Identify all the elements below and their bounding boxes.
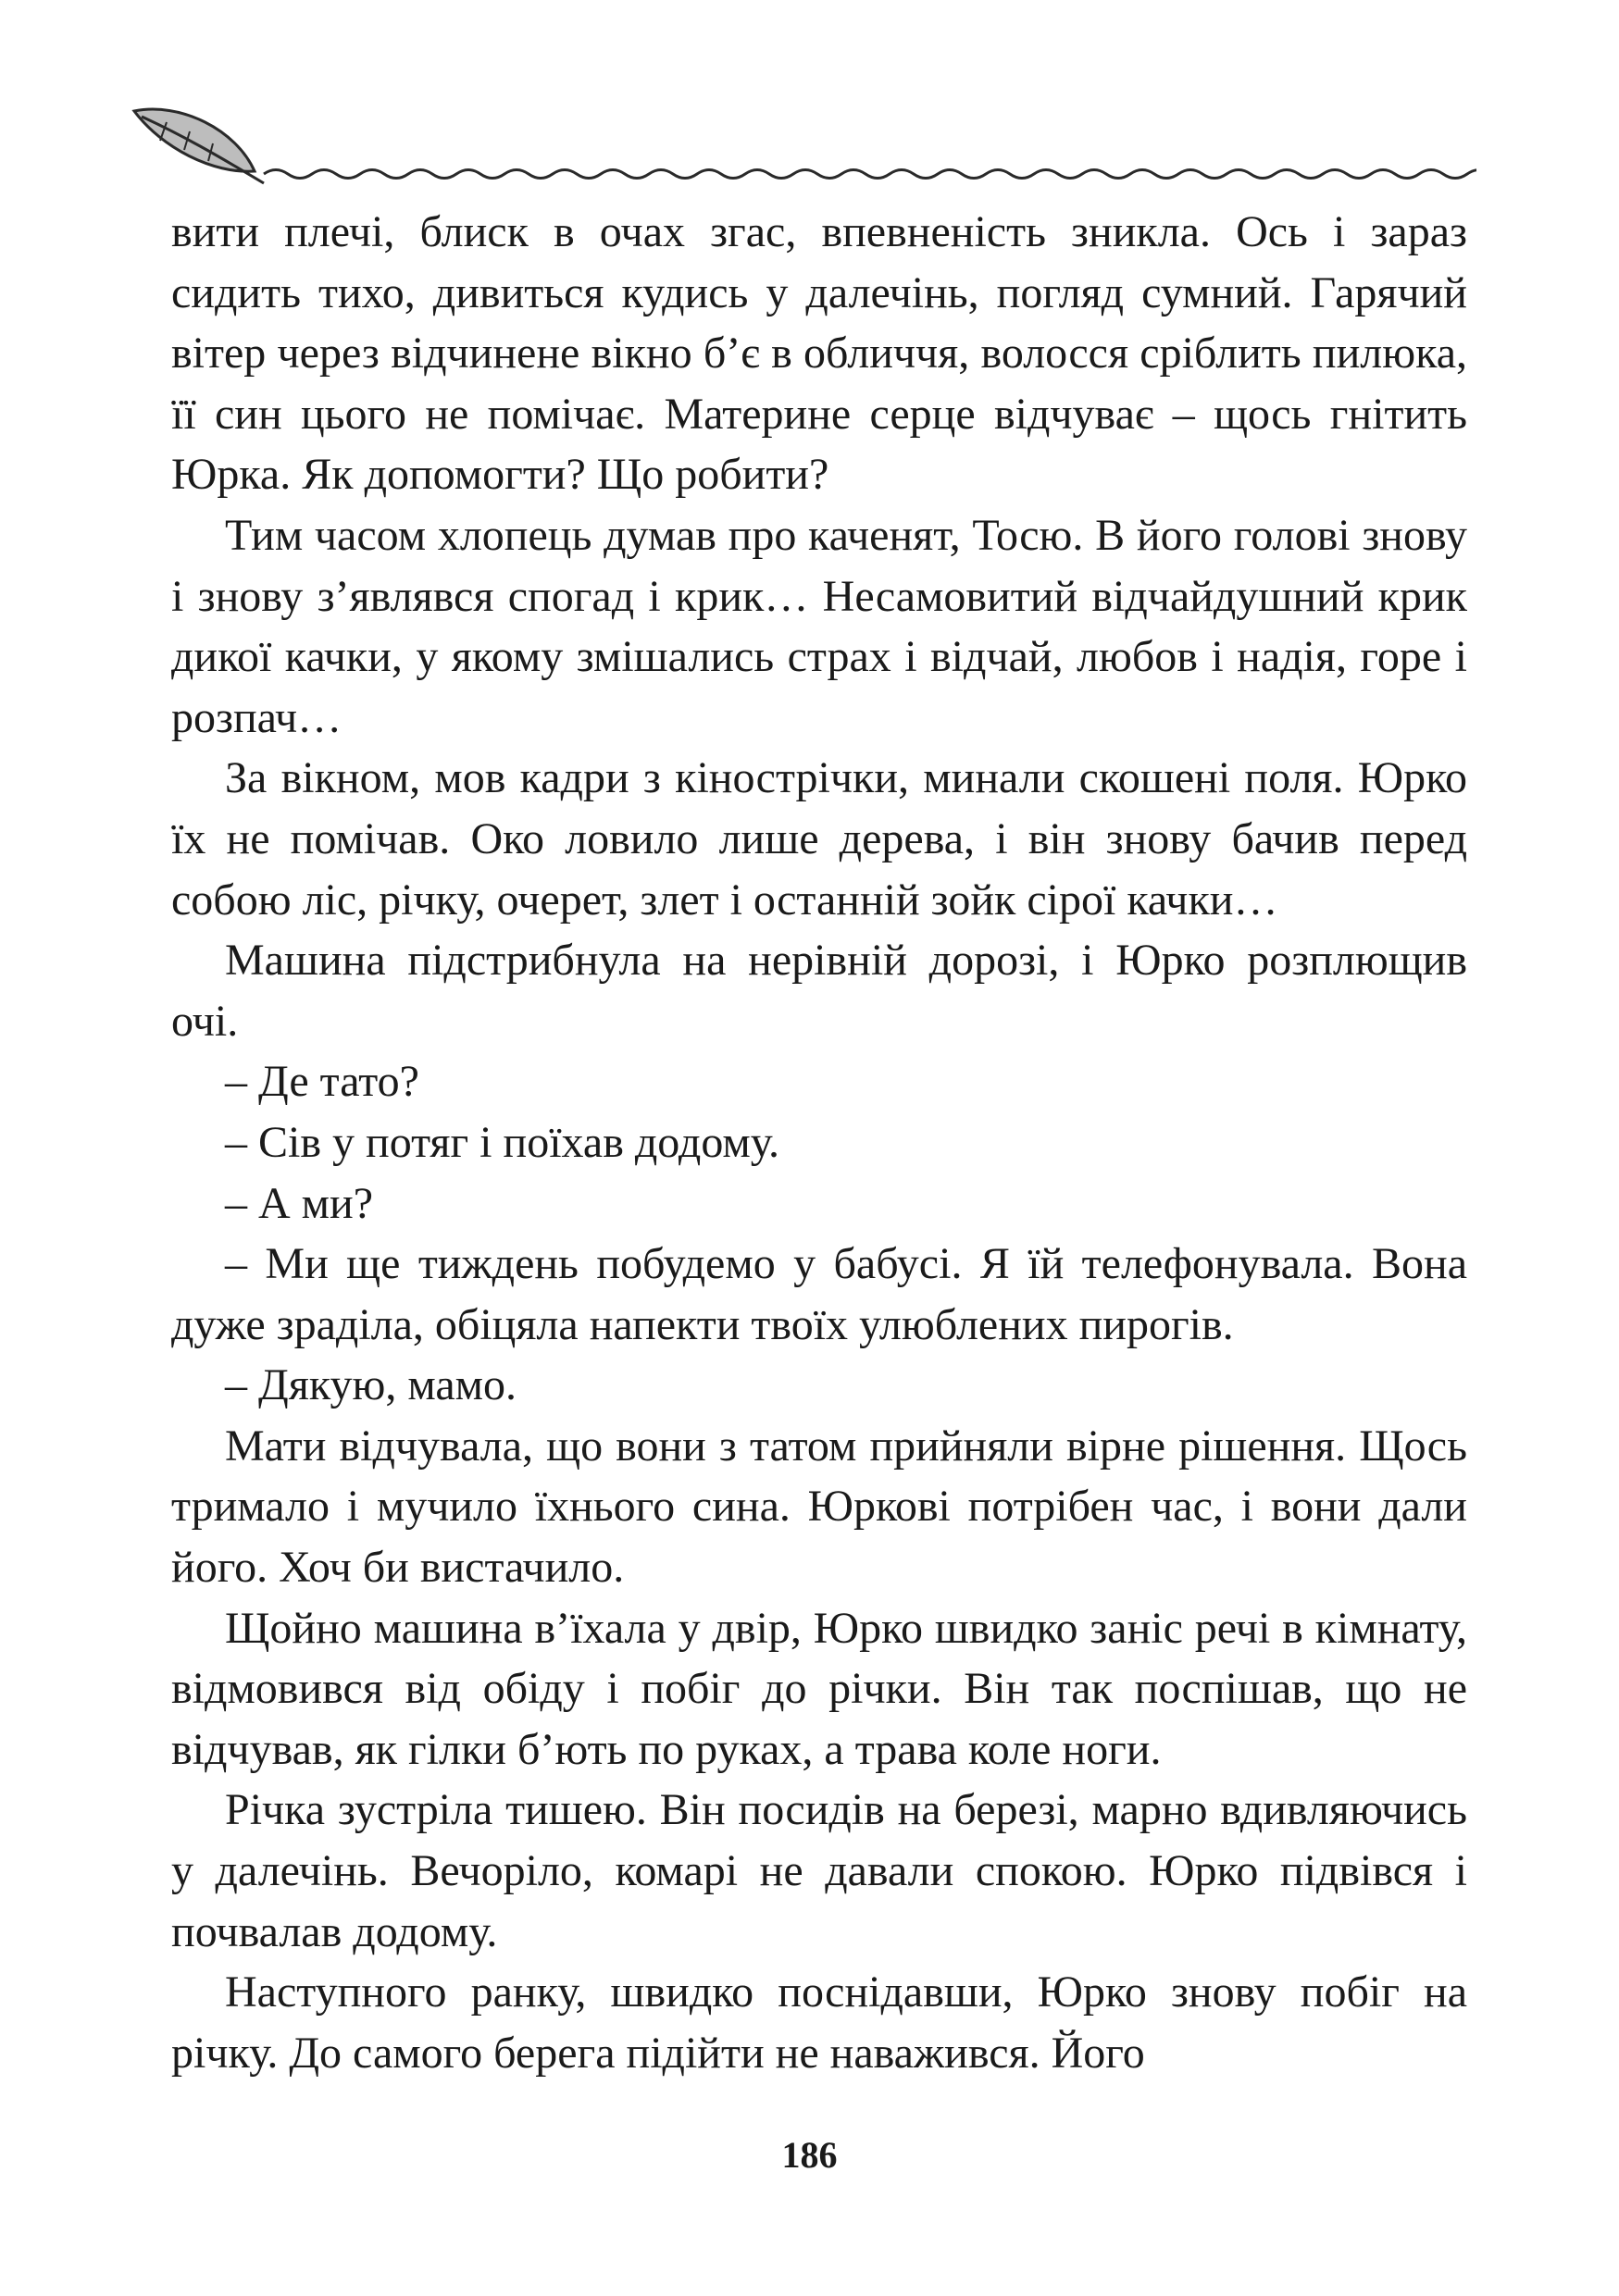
dialogue-line: – А ми? <box>225 1178 374 1228</box>
body-text <box>171 202 1467 2083</box>
feather-quill-icon <box>134 109 264 183</box>
paragraph: Мати відчувала, що вони з татом прийняли вірне рішення. Щось тримало і мучило їхнього сина. Юркові потрібен час, і вони дали його. Хоч би вистачило. <box>171 1421 1467 1593</box>
paragraph: Машина підстрибнула на нерівній дорозі, і Юрко розплющив очі. <box>171 936 1467 1046</box>
dialogue-line: – Де тато? <box>225 1057 419 1107</box>
dialogue-line: – Дякую, мамо. <box>225 1360 517 1410</box>
dialogue-line: – Ми ще тиждень побудемо у бабусі. Я їй телефонувала. Вона дуже зраділа, обіцяла напекти твоїх улюблених пирогів. <box>171 1239 1467 1349</box>
paragraph: Щойно машина в’їхала у двір, Юрко швидко заніс речі в кімнату, відмовився від обіду і побіг до річки. Він так поспішав, що не відчував, як гілки б’ють по руках, а трава коле ноги. <box>171 1603 1467 1774</box>
header-ornament <box>125 93 1476 194</box>
paragraph-continuation: вити плечі, блиск в очах згас, впевненість зникла. Ось і зараз сидить тихо, дивиться кудись у далечінь, погляд сумний. Гарячий вітер через відчинене вікно б’є в обличчя, волосся сріблить пилюка, її син цього не помічає. Материне серце відчуває – щось гнітить Юрка. Як допомогти? Що робити? <box>171 207 1467 500</box>
dialogue-line: – Сів у потяг і поїхав додому. <box>225 1117 779 1167</box>
paragraph: За вікном, мов кадри з кінострічки, минали скошені поля. Юрко їх не помічав. Око ловило лише дерева, і він знову бачив перед собою ліс, річку, очерет, злет і останній зойк сірої качки… <box>171 753 1467 925</box>
paragraph: Річка зустріла тишею. Він посидів на березі, марно вдивляючись у далечінь. Вечоріло, комарі не давали спокою. Юрко підвівся і почвалав додому. <box>171 1785 1467 1956</box>
page-number: 186 <box>781 2134 838 2176</box>
paragraph: Тим часом хлопець думав про каченят, Тосю. В його голові знову і знову з’являвся спогад і крик… Несамовитий відчайдушний крик дикої качки, у якому змішались страх і відчай, любов і надія, горе і розпач… <box>171 510 1467 742</box>
wavy-line <box>264 170 1476 179</box>
paragraph: Наступного ранку, швидко поснідавши, Юрко знову побіг на річку. До самого берега підійти не наважився. Його <box>171 1967 1467 2078</box>
